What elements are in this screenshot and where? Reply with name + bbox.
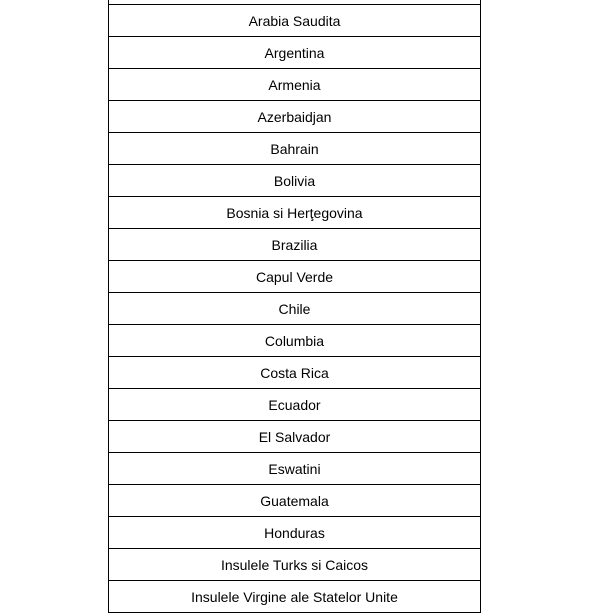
table-cell: Guatemala: [260, 492, 329, 509]
table-row: [109, 261, 480, 293]
table-row: [109, 69, 480, 101]
table-row: [109, 37, 480, 69]
table-row: [109, 485, 480, 517]
table-cell: Brazilia: [271, 236, 318, 253]
table-cell: Chile: [278, 300, 311, 317]
table-cell: Bahrain: [270, 140, 319, 157]
table-cell: Argentina: [264, 44, 325, 61]
table-row: [109, 165, 480, 197]
table-cell: Costa Rica: [260, 364, 329, 381]
table-row: [109, 133, 480, 165]
table-cell: Insulele Virgine ale Statelor Unite: [191, 588, 398, 605]
table-cell: Armenia: [268, 76, 321, 93]
table-cell: Arabia Saudita: [248, 12, 341, 29]
table-cell: Ecuador: [268, 396, 321, 413]
table-cell: Columbia: [264, 332, 325, 349]
table-cell: Bolivia: [273, 172, 316, 189]
table-row: [109, 517, 480, 549]
table-cell: Capul Verde: [255, 268, 334, 285]
table-row: [109, 5, 480, 37]
table-row: [109, 549, 480, 581]
table-row: [109, 453, 480, 485]
table-cell: Azerbaidjan: [257, 108, 332, 125]
table-row: [109, 389, 480, 421]
table-cell: Honduras: [264, 524, 325, 541]
table-row: [109, 421, 480, 453]
table-cell: Eswatini: [268, 460, 321, 477]
table-row: [109, 101, 480, 133]
table-row: [109, 229, 480, 261]
table-row: [109, 197, 480, 229]
table-cell: El Salvador: [258, 428, 331, 445]
table-row: [109, 357, 480, 389]
table-row: [109, 581, 480, 613]
table-row: [109, 325, 480, 357]
table-cell: Bosnia si Herţegovina: [226, 204, 363, 221]
table-cell: Insulele Turks si Caicos: [220, 556, 369, 573]
table-row: [109, 293, 480, 325]
country-table: [108, 0, 481, 613]
